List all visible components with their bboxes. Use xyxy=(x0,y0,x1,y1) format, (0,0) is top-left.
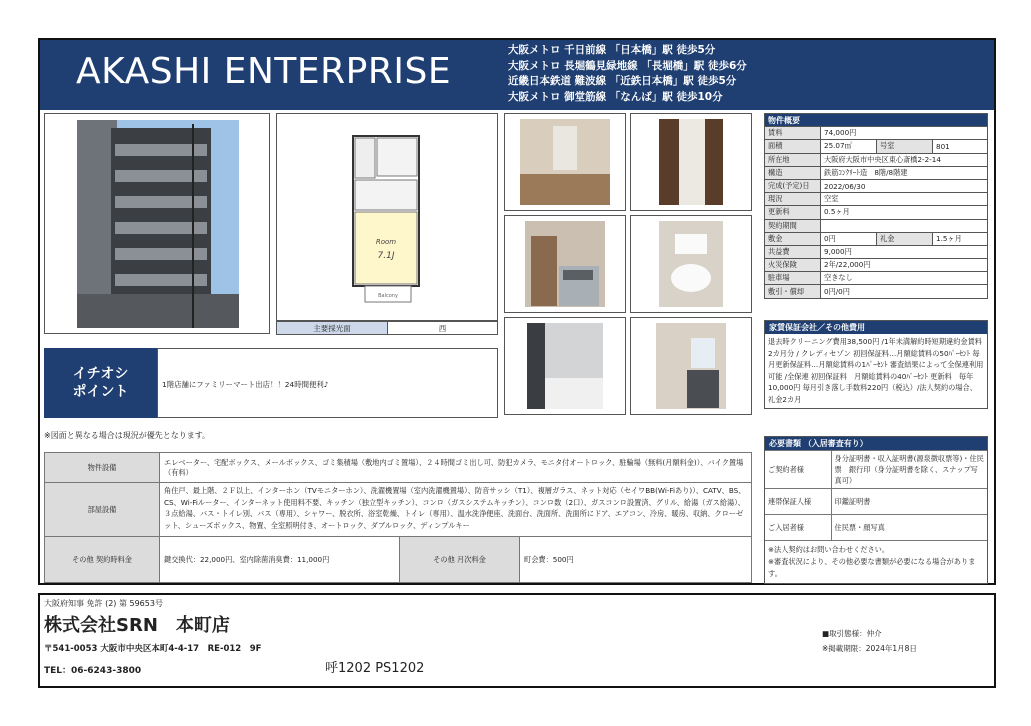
interior-photo-bath xyxy=(504,317,626,415)
light-label: 主要採光面 xyxy=(277,322,388,335)
docs-label: 連帯保証人様 xyxy=(765,489,831,515)
point-title-line2: ポイント xyxy=(72,384,129,400)
facility-label: 部屋設備 xyxy=(45,483,160,537)
spec-label: 契約期間 xyxy=(765,219,821,232)
spec-status: 空室 xyxy=(821,193,988,206)
spec-label: 更新料 xyxy=(765,206,821,219)
docs-value: 身分証明書・収入証明書(源泉徴収票等)・住民票 銀行印（身分証明書を除く、スナップ写真可） xyxy=(831,451,987,489)
point-title-line1: イチオシ xyxy=(72,366,129,382)
station-item: 近畿日本鉄道 難波線 「近鉄日本橋」駅 徒歩5分 xyxy=(508,75,737,87)
room-size: 7.1J xyxy=(377,251,395,261)
spec-label: 構造 xyxy=(765,166,821,179)
docs-label: ご契約者様 xyxy=(765,451,831,489)
company-address: 〒541-0053 大阪市中央区本町4-4-17 RE-012 9F xyxy=(44,644,262,654)
floor-plan-frame xyxy=(276,113,498,321)
guarantee-section xyxy=(764,320,988,409)
property-spec-table xyxy=(764,113,988,299)
license-number: 大阪府知事 免許 (2) 第 59653号 xyxy=(44,599,163,608)
spec-structure: 鉄筋ｺﾝｸﾘｰﾄ造 8階/8階建 xyxy=(821,166,988,179)
station-item: 大阪メトロ 長堀鶴見緑地線 「長堀橋」駅 徒歩6分 xyxy=(508,59,747,72)
interior-photo-toilet xyxy=(630,215,752,313)
spec-heading: 物件概要 xyxy=(765,114,988,127)
station-item: 大阪メトロ 千日前線 「日本橋」駅 徒歩5分 xyxy=(508,44,716,56)
facility-label: 物件設備 xyxy=(45,453,160,483)
guarantee-text: 退去時クリーニング費用38,500円 /1年未満解約時短期違約金賃料2カ月分 / クレディセゾン 初回保証料…月額総賃料の50ﾊﾟｰｾﾝﾄ 毎月更新保証料…月額総賃料の1ﾊﾟｰｾﾝﾄ 審査結果によって全保連利用可能 /全保連 初回保証料 月額総賃料の40ﾊﾟｰｾﾝﾄ 更新料 毎年10,000円 毎月引き落し手数料220円（税込）/法人契約の場合、礼金2カ月 xyxy=(768,337,984,404)
light-direction-table xyxy=(276,321,498,335)
balcony-label: Balcony xyxy=(378,293,398,299)
docs-label: ご入居者様 xyxy=(765,515,831,541)
spec-label: 共益費 xyxy=(765,245,821,258)
interior-photo-kitchen xyxy=(504,215,626,313)
room-facilities-text: 角住戸、最上階、２Ｆ以上、インターホン（TVモニターホン）、洗濯機置場（室内洗濯機置場）、防音サッシ（T1）、複層ガラス、ネット対応（セイワBB(Wi-Fiあり)）、CATV、BS、CS、Wi-Fiルーター、インターネット使用料不要、キッチン（独立型キッチン）、コンロ（ガスシステムキッチン）、コンロ数（2口）、ガスコンロ設置済、グリル、給湯（ガス給湯）、３点給湯、バス・トイレ別、バス（専用）、シャワー、脱衣所、浴室乾燥、トイレ（専用）、温水洗浄便座、洗面台、洗面所、洗面所にドア、エアコン、冷房、暖房、収納、クローゼット、シューズボックス、物置、全室照明付き、オートロック、ダブルロック、ディンプルキー xyxy=(164,486,746,530)
contract-fees: 鍵交換代：22,000円、室内除菌消臭費：11,000円 xyxy=(160,537,400,583)
docs-notes xyxy=(765,541,987,583)
building-facilities: エレベーター、宅配ボックス、メールボックス、ゴミ集積場（敷地内ゴミ置場）、２４時間ゴミ出し可、防犯カメラ、モニタ付オートロック、駐輪場（無料(月額料金)）、バイク置場（有料） xyxy=(160,453,752,483)
spec-label: 完成(予定)日 xyxy=(765,179,821,192)
spec-label: 号室 xyxy=(877,140,933,153)
spec-key-money: 1.5ヶ月 xyxy=(933,232,988,245)
spec-label: 現況 xyxy=(765,193,821,206)
reference-code: 呼1202 PS1202 xyxy=(325,661,425,676)
room-label: Room xyxy=(375,238,397,246)
facility-label: その他 月次料金 xyxy=(400,537,520,583)
disclaimer: ※図面と異なる場合は現況が優先となります。 xyxy=(44,431,211,440)
company-tel: TEL：06-6243-3800 xyxy=(44,666,142,676)
company-name: 株式会社SRN 本町店 xyxy=(44,615,230,636)
spec-term xyxy=(821,219,988,232)
spec-shikibiki: 0円/0円 xyxy=(821,285,988,298)
documents-section xyxy=(764,436,988,584)
light-value: 西 xyxy=(388,322,498,335)
building-exterior-photo xyxy=(45,114,271,335)
spec-label: 敷金 xyxy=(765,232,821,245)
point-badge xyxy=(44,348,157,418)
spec-area: 25.07㎡ xyxy=(821,140,877,153)
docs-value: 住民票・顔写真 xyxy=(831,515,987,541)
facility-label: その他 契約時料金 xyxy=(45,537,160,583)
monthly-fees: 町会費：500円 xyxy=(520,537,752,583)
station-item: 大阪メトロ 御堂筋線 「なんば」駅 徒歩10分 xyxy=(508,90,723,103)
docs-note: ※法人契約はお問い合わせください。 xyxy=(768,545,890,554)
spec-common-fee: 9,000円 xyxy=(821,245,988,258)
interior-photo-closet xyxy=(630,113,752,211)
point-text: 1階店舗にファミリーマート出店！！24時間便利♪ xyxy=(157,348,498,418)
spec-label: 駐車場 xyxy=(765,272,821,285)
facilities-table xyxy=(44,452,752,583)
docs-value: 印鑑証明書 xyxy=(831,489,987,515)
spec-label: 火災保険 xyxy=(765,259,821,272)
exterior-photo-frame xyxy=(44,113,270,334)
spec-rent: 74,000円 xyxy=(821,127,988,140)
station-list xyxy=(508,43,747,105)
brand-title: AKASHI ENTERPRISE xyxy=(76,51,452,92)
spec-label: 敷引・償却 xyxy=(765,285,821,298)
spec-label: 賃料 xyxy=(765,127,821,140)
spec-location: 大阪府大阪市中央区東心斎橋2-2-14 xyxy=(821,153,988,166)
docs-note: ※審査状況により、その他必要な書類が必要になる場合があります。 xyxy=(768,557,976,578)
spec-built-date: 2022/06/30 xyxy=(821,179,988,192)
documents-heading: 必要書類 （入居審査有り） xyxy=(765,437,987,450)
spec-label: 面積 xyxy=(765,140,821,153)
spec-label: 所在地 xyxy=(765,153,821,166)
interior-photo-room xyxy=(504,113,626,211)
footer-box xyxy=(38,593,996,688)
guarantee-heading: 家賃保証会社／その他費用 xyxy=(765,321,987,334)
floor-plan-drawing xyxy=(277,114,499,322)
spec-label: 礼金 xyxy=(877,232,933,245)
interior-photo-washroom xyxy=(630,317,752,415)
spec-deposit: 0円 xyxy=(821,232,877,245)
transaction-type: ■取引態様：仲介 xyxy=(822,629,882,638)
room-facilities xyxy=(160,483,752,537)
spec-parking: 空きなし xyxy=(821,272,988,285)
spec-insurance: 2年/22,000円 xyxy=(821,259,988,272)
spec-renewal: 0.5ヶ月 xyxy=(821,206,988,219)
listing-deadline: ※掲載期限：2024年1月8日 xyxy=(822,644,917,653)
spec-room-number: 801 xyxy=(933,140,988,153)
